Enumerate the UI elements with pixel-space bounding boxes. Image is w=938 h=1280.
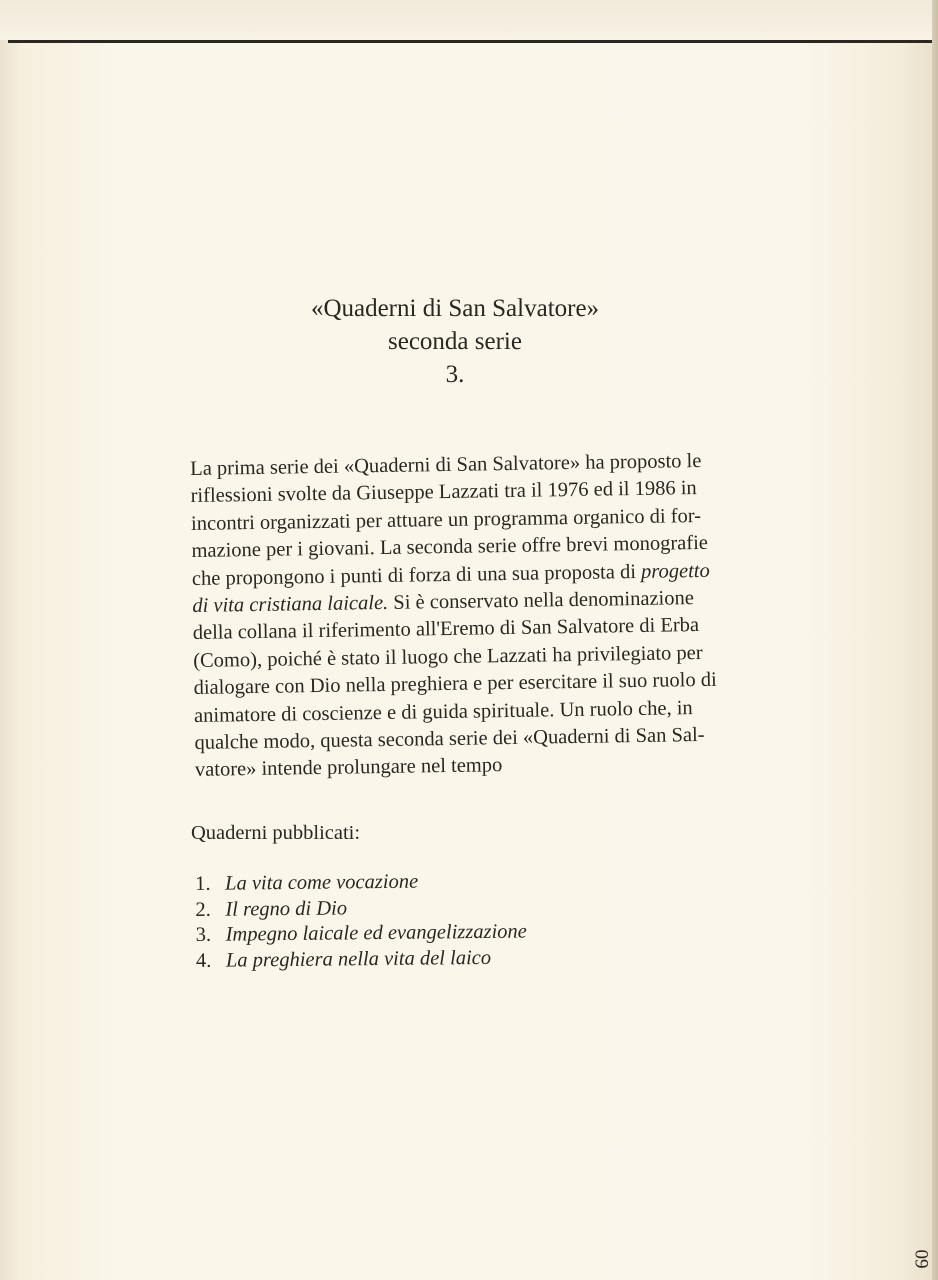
description-line: qualche modo, questa seconda serie dei «Quaderni di San Sal-: [194, 724, 705, 755]
item-number: 4.: [195, 949, 212, 972]
top-rule-divider: [8, 40, 938, 43]
item-number: 2.: [195, 898, 211, 921]
description-italic-phrase: di vita cristiana laicale.: [192, 591, 389, 618]
description-line: della collana il riferimento all'Eremo di San Salvatore di Erba: [192, 614, 700, 645]
item-title: Impegno laicale ed evangelizzazione: [225, 920, 527, 946]
published-list: [195, 867, 646, 974]
page-edge: [932, 0, 938, 1280]
description-line: (Como), poiché è stato il luogo che Lazzati ha privilegiato per: [193, 641, 703, 672]
description-line: vatore» intende prolungare nel tempo: [194, 754, 503, 782]
item-title: Il regno di Dio: [225, 896, 348, 921]
published-list-title: Quaderni pubblicati:: [191, 822, 361, 844]
description-line-text: che propongono i punti di forza di una sua proposta di: [191, 560, 637, 590]
item-title: La vita come vocazione: [225, 870, 419, 895]
series-heading: [250, 292, 660, 391]
description-line-text: Si è conservato nella denominazione: [393, 587, 695, 614]
description-line: animatore di coscienze e di guida spirituale. Un ruolo che, in: [193, 696, 693, 727]
item-title: La preghiera nella vita del laico: [225, 946, 492, 972]
page-number: 09: [910, 1249, 932, 1269]
description-line: riflessioni svolte da Giuseppe Lazzati tra il 1976 ed il 1986 in: [190, 477, 697, 508]
series-title: «Quaderni di San Salvatore»: [310, 295, 600, 322]
description-line: incontri organizzati per attuare un programma organico di for-: [190, 504, 702, 535]
page-top-margin: [0, 0, 938, 40]
description-line: La prima serie dei «Quaderni di San Salvatore» ha proposto le: [190, 449, 702, 480]
series-subtitle: seconda serie: [388, 328, 522, 355]
description-italic-word: progetto: [640, 559, 710, 583]
description-line: mazione per i giovani. La seconda serie offre brevi monografie: [191, 532, 709, 563]
list-item: [196, 944, 646, 974]
item-number: 3.: [195, 923, 212, 946]
series-number: 3.: [445, 361, 465, 388]
description-line: dialogare con Dio nella preghiera e per esercitare il suo ruolo di: [193, 669, 717, 700]
series-description: [190, 446, 835, 785]
item-number: 1.: [195, 872, 211, 895]
